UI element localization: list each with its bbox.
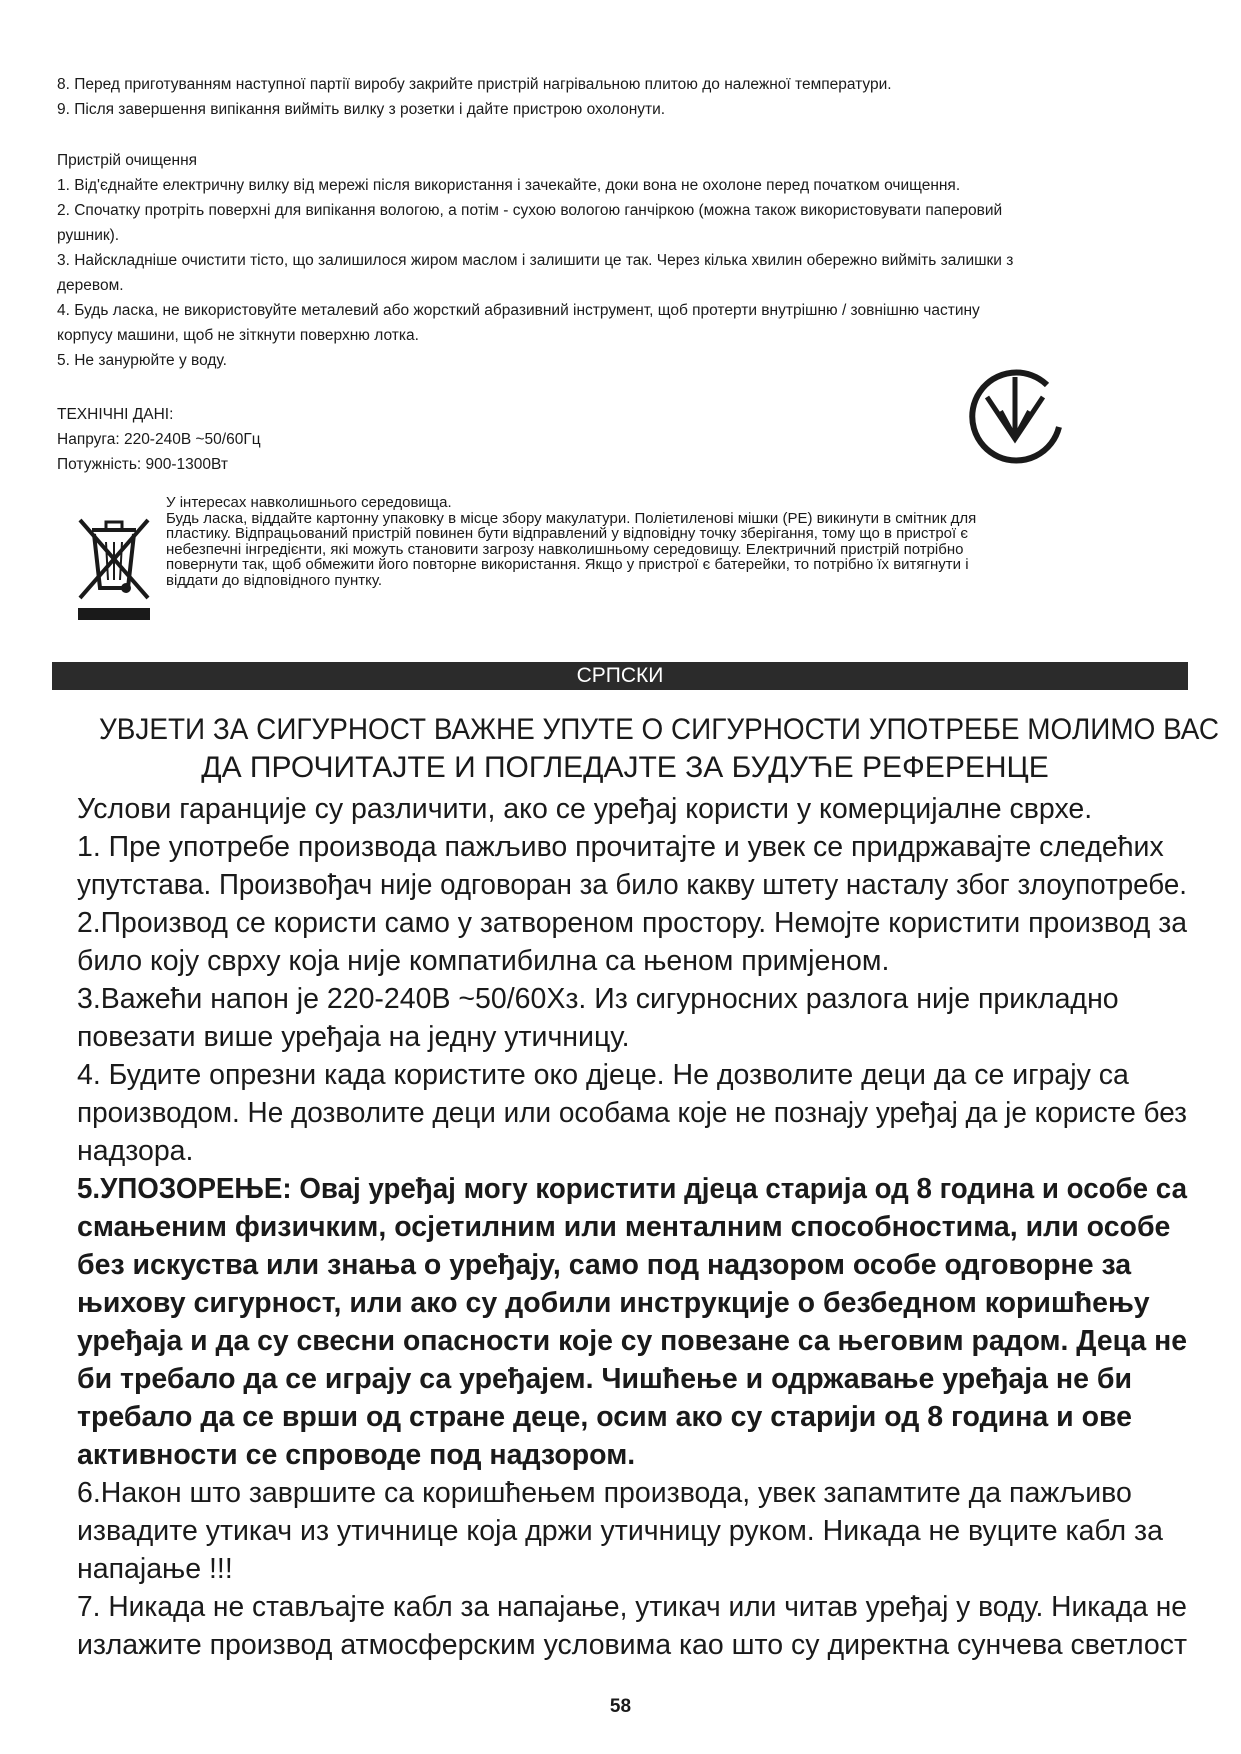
safety-item-6: 6.Након што завршите са коришћењем производа, увек запамтите да пажљиво — [77, 1477, 1132, 1509]
environment-notice — [166, 495, 1166, 588]
ua-step-9: 9. Після завершення випікання вийміть вилку з розетки і дайте пристрою охолонути. — [57, 101, 666, 118]
safety-item-7: 7. Никада не стављајте кабл за напајање, утикач или читав уређај у воду. Никада не — [77, 1591, 1187, 1623]
ua-cleaning-line: 2. Спочатку протріть поверхні для випікання вологою, а потім - сухою вологою ганчіркою (можна також використовувати паперовий — [57, 202, 1003, 219]
language-section-header: СРПСКИ — [52, 662, 1188, 690]
safety-title-line: УВЈЕТИ ЗА СИГУРНОСТ ВАЖНЕ УПУТЕ О СИГУРНОСТИ УПОТРЕБЕ МОЛИМО ВАС — [99, 713, 1219, 746]
safety-title — [60, 711, 1219, 787]
safety-instructions — [77, 790, 1197, 1664]
safety-warning-5: активности се спроводе под надзором. — [77, 1439, 636, 1471]
ua-cleaning-section — [57, 148, 1013, 373]
safety-item-7: излажите производ атмосферским условима као што су директна сунчева светлост — [77, 1629, 1188, 1661]
safety-item-1: упутстава. Произвођач није одговоран за било какву штету насталу због злоупотребе. — [77, 869, 1187, 901]
ua-cleaning-line: 1. Від'єднайте електричну вилку від мережі після використання і зачекайте, доки вона не охолоне перед початком очищення. — [57, 177, 961, 194]
safety-title-line: ДА ПРОЧИТАЈТЕ И ПОГЛЕДАЈТЕ ЗА БУДУЋЕ РЕФЕРЕНЦЕ — [201, 751, 1049, 784]
ua-tech-title: ТЕХНІЧНІ ДАНІ: — [57, 406, 174, 423]
ua-cleaning-line: деревом. — [57, 277, 124, 294]
environment-line: повернути так, щоб обмежити його повторне використання. Якщо у пристрої є батерейки, то потрібно їх витягнути і — [166, 556, 969, 573]
environment-line: віддати до відповідного пунтку. — [166, 571, 383, 589]
ua-cleaning-line: рушник). — [57, 227, 120, 244]
environment-line: небезпечні інгредієнти, які можуть становити загрозу навколишньому середовищу. Електричний пристрій потрібно — [166, 540, 964, 558]
safety-item-3: 3.Важећи напон је 220-240В ~50/60Хз. Из сигурносних разлога није прикладно — [77, 983, 1119, 1015]
ua-cleaning-title: Пристрій очищення — [57, 152, 198, 169]
safety-item-4: надзора. — [77, 1135, 194, 1167]
safety-warning-5: смањеним физичким, осјетилним или менталним способностима, или особе — [77, 1211, 1171, 1243]
ua-step-8: 8. Перед приготуванням наступної партії виробу закрийте пристрій нагрівальною плитою до належної температури. — [57, 76, 892, 93]
safety-warning-5: би требало да се играју са уређајем. Чишћење и одржавање уређаја не би — [77, 1363, 1133, 1395]
ua-tech-power: Потужність: 900-1300Вт — [57, 456, 228, 473]
safety-warning-5: без искуства или знања о уређају, само под надзором особе одговорне за — [77, 1249, 1132, 1281]
environment-line: пластику. Відпрацьований пристрій повинен бути відправлений у відповідну точку зберігання, тому що в пристрої є — [166, 525, 968, 542]
ua-top-instructions — [57, 72, 892, 122]
ua-cleaning-line: корпусу машини, щоб не зіткнути поверхню лотка. — [57, 327, 419, 344]
warranty-note: Услови гаранције су различити, ако се уређај користи у комерцијалне сврхе. — [77, 793, 1093, 825]
page-number: 58 — [609, 1696, 632, 1717]
safety-warning-5: требало да се врши од стране деце, осим ако су старији од 8 година и ове — [77, 1401, 1133, 1433]
ua-technical-data — [57, 402, 261, 477]
safety-warning-5: њихову сигурност, или ако су добили инструкције о безбедном коришћењу — [77, 1287, 1150, 1319]
safety-warning-5: уређаја и да су свесни опасности које су повезане са његовим радом. Деца не — [77, 1325, 1187, 1357]
safety-item-6: извадите утикач из утичнице која држи утичницу руком. Никада не вуците кабл за — [77, 1515, 1163, 1547]
safety-item-3: повезати више уређаја на једну утичницу. — [77, 1021, 630, 1053]
ukrainian-conformity-mark-icon — [967, 367, 1063, 469]
safety-item-2: 2.Производ се користи само у затвореном простору. Немојте користити производ за — [77, 907, 1188, 939]
safety-item-4: производом. Не дозволите деци или особама које не познају уређај да је користе без — [77, 1097, 1187, 1129]
environment-line: У інтересах навколишнього середовища. — [166, 494, 452, 511]
ua-cleaning-line: 3. Найскладніше очистити тісто, що залишилося жиром маслом і залишити це так. Через кілька хвилин обережно вийміть залишки з — [57, 252, 1014, 269]
safety-item-6: напајање !!! — [77, 1553, 233, 1585]
safety-item-1: 1. Пре употребе производа пажљиво прочитајте и увек се придржавајте следећих — [77, 831, 1164, 863]
ua-tech-voltage: Напруга: 220-240В ~50/60Гц — [57, 431, 261, 448]
safety-warning-5: 5.УПОЗОРЕЊЕ: Овај уређај могу користити дјеца старија од 8 година и особе са — [77, 1173, 1187, 1205]
safety-item-4: 4. Будите опрезни када користите око дјеце. Не дозволите деци да се играју са — [77, 1059, 1129, 1091]
environment-line: Будь ласка, віддайте картонну упаковку в місце збору макулатури. Поліетиленові мішки (PE) викинути в смітник для — [166, 509, 977, 527]
ua-cleaning-line: 5. Не занурюйте у воду. — [57, 352, 227, 369]
safety-item-2: било коју сврху која није компатибилна са њеном примјеном. — [77, 945, 890, 977]
ua-cleaning-line: 4. Будь ласка, не використовуйте металевий або жорсткий абразивний інструмент, щоб протерти внутрішню / зовнішню частину — [57, 302, 980, 319]
crossed-bin-icon — [76, 516, 152, 622]
